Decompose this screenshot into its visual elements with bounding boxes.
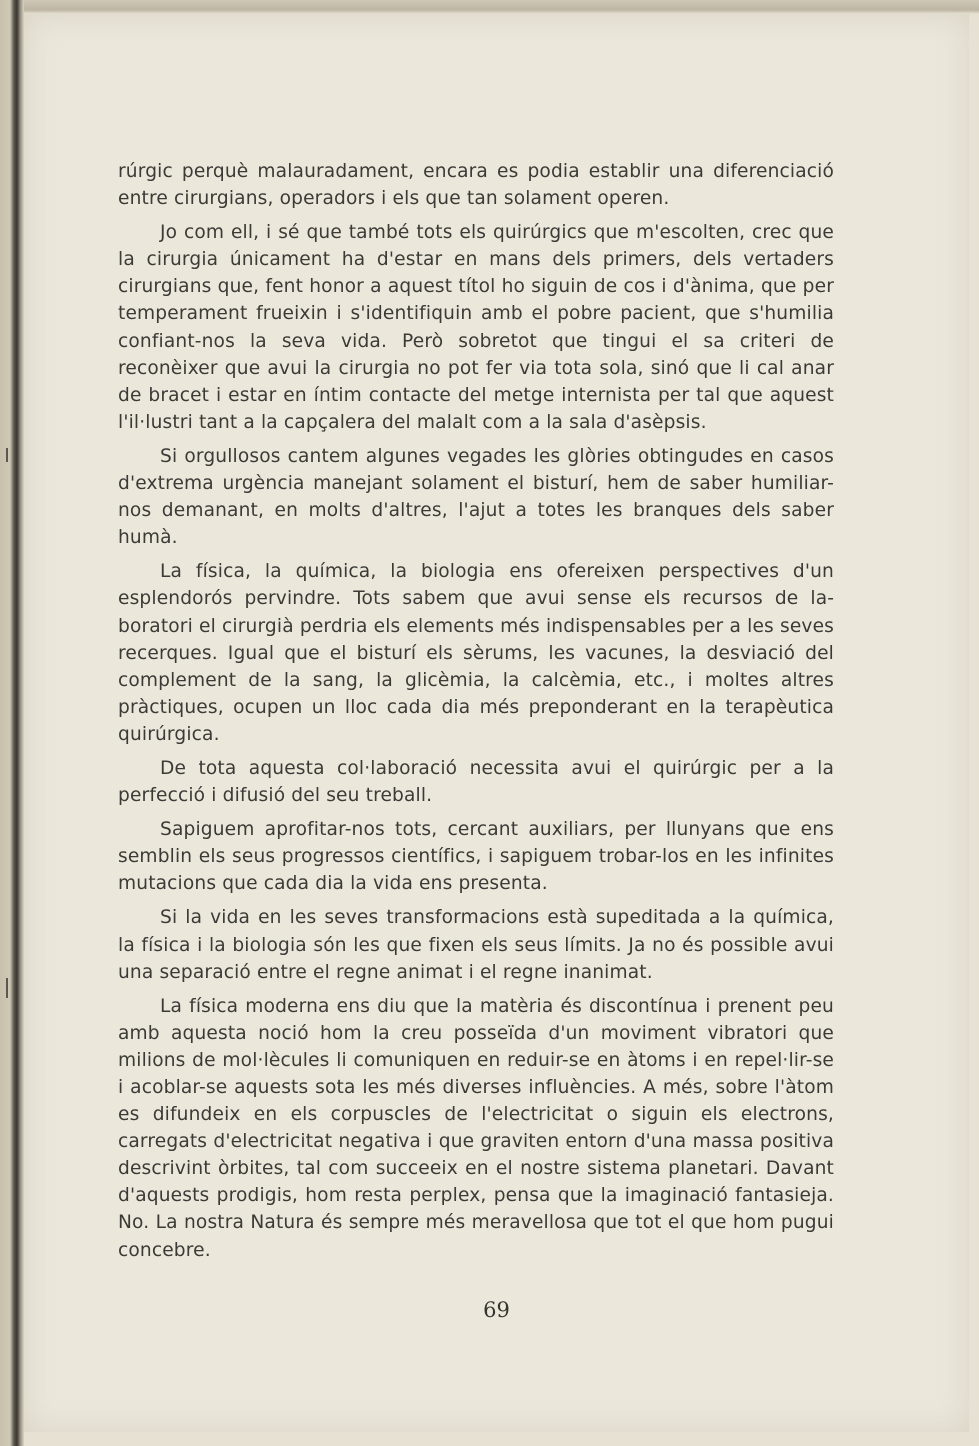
binding-mark [6,448,8,462]
paragraph-6: Sapiguem aprofitar-nos tots, cercant auxiliars, per llunyans que ens semblin els seus progressos científics, i sapiguem trobar-los en les infinites mutacions que cada dia la vida ens presenta. [118,819,834,895]
paragraph-7: Si la vida en les seves transformacions està supeditada a la química, la física i la biologia són les que fixen els seus límits. Ja no és possible avui una separació entre el regne animat i el regne inanimat. [118,907,834,983]
top-edge [24,0,979,14]
page-sheet [24,14,969,1432]
paragraph-8: La física moderna ens diu que la matèria és discontínua i prenent peu amb aquesta noció hom la creu posseïda d'un moviment vibratori que milions de mol·lècules li comuniquen en reduir-se en àtoms i en repel·lir-se i acoblar-se aquests sota les més diverses influències. A més, sobre l'àtom es difundeix en els corpuscles de l'electricitat o siguin els electrons, carregats d'electricitat negativa i que graviten entorn d'una massa positiva descrivint òrbites, tal com succeeix en el nostre sistema planetari. Davant d'aquests prodigis, hom resta perplex, pensa que la imaginació fantasieja. No. La nostra Natura és sempre més meravellosa que tot el que hom pugui concebre. [118,995,834,1261]
paragraph-2: Jo com ell, i sé que també tots els quirúrgics que m'escolten, crec que la cirurgia únicament ha d'estar en mans dels primers, dels vertaders cirurgians que, fent honor a aquest títol ho siguin de cos i d'ànima, que per temperament frueixin i s'identifiquin amb el pobre pacient, que s'humilia confiant-nos la seva vida. Però sobretot que tingui el sa criteri de reconèixer que avui la cirurgia no pot fer via tota sola, sinó que li cal anar de bracet i estar en íntim contacte del metge internista per tal que aquest l'il·lustri tant a la capçalera del malalt com a la sala d'asèpsis. [118,222,834,433]
binding-edge [0,0,24,1446]
paragraph-4: La física, la química, la biologia ens ofereixen perspectives d'un esplendorós pervindre. Tots sabem que avui sense els recursos de laboratori el cirurgià perdria els elements més indispensables per a les seves recerques. Igual que el bisturí els sèrums, les vacunes, la desviació del complement de la sang, la glicèmia, la calcèmia, etc., i moltes altres pràctiques, ocupen un lloc cada dia més preponderant en la terapèutica quirúrgica. [118,561,834,745]
paragraph-3: Si orgullosos cantem algunes vegades les glòries obtingudes en casos d'extrema urgència manejant solament el bisturí, hem de saber humiliar-nos demanant, en molts d'altres, l'ajut a totes les branques dels saber humà. [118,445,834,549]
binding-mark [6,978,8,998]
paragraph-5: De tota aquesta col·laboració necessita avui el quirúrgic per a la perfecció i difusió del seu treball. [118,757,834,807]
page-number: 69 [483,1298,510,1322]
body-text [118,158,834,1271]
paragraph-1: rúrgic perquè malauradament, encara es podia establir una diferenciació entre cirurgians, operadors i els que tan solament operen. [118,161,834,210]
